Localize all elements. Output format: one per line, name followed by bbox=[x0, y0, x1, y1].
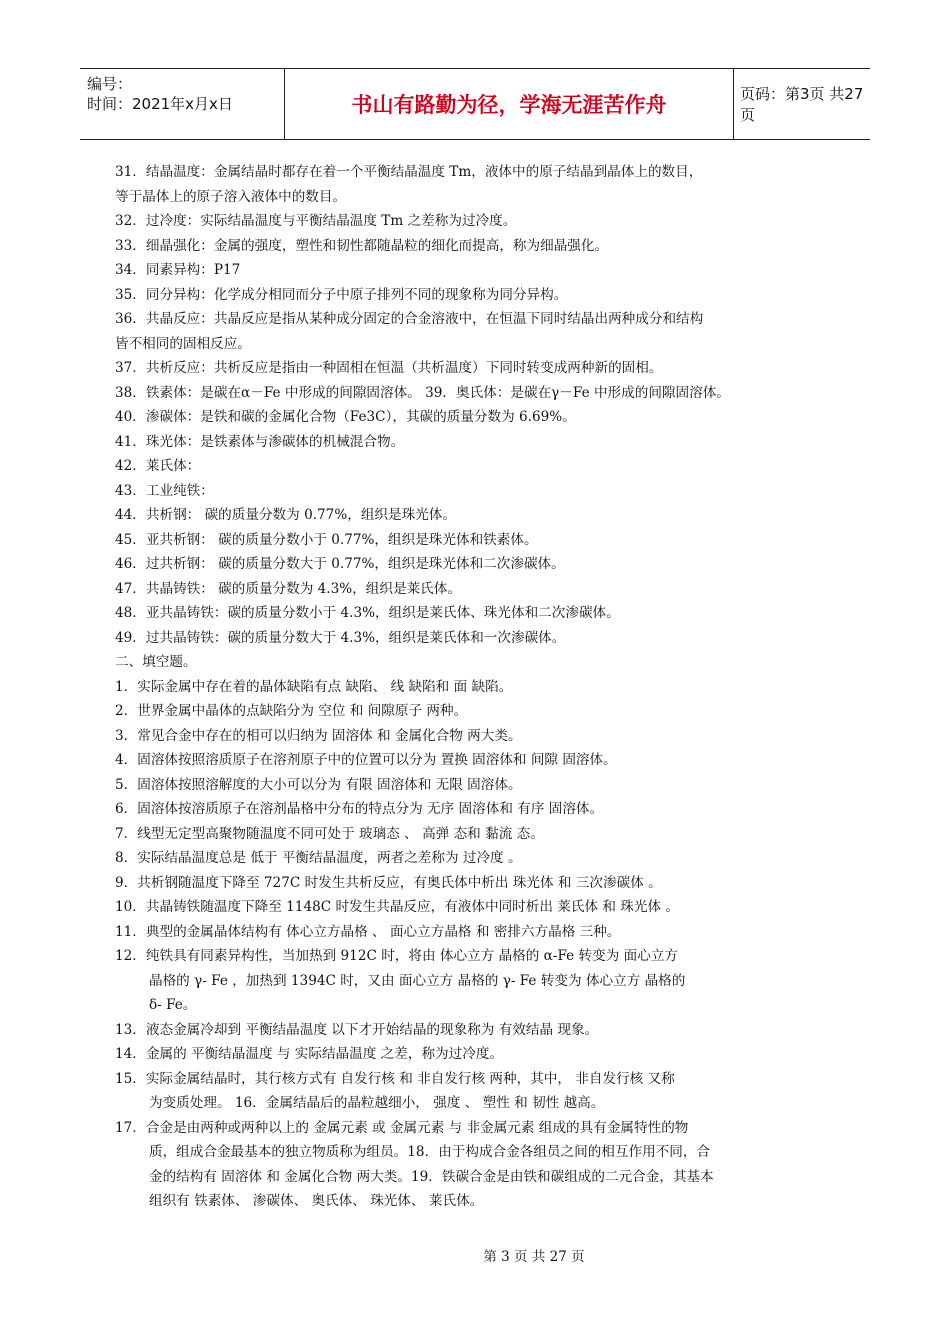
text-line: 5．固溶体按照溶解度的大小可以分为 有限 固溶体和 无限 固溶体。 bbox=[115, 776, 522, 793]
text-line: 48．亚共晶铸铁：碳的质量分数小于 4.3%，组织是莱氏体、珠光体和二次渗碳体。 bbox=[115, 605, 620, 621]
text-line: 12．纯铁具有同素异构性，当加热到 912C 时，将由 体心立方 晶格的 α-Fe 转变为 面心立方 bbox=[115, 948, 678, 964]
text-line: 10．共晶铸铁随温度下降至 1148C 时发生共晶反应，有液体中同时析出 莱氏体 和 珠光体 。 bbox=[115, 899, 679, 915]
text-line: 36．共晶反应：共晶反应是指从某种成分固定的合金溶液中，在恒温下同时结晶出两种成分和结构 bbox=[115, 311, 704, 327]
text-line: 等于晶体上的原子溶入液体中的数目。 bbox=[115, 188, 347, 205]
text-line: 7．线型无定型高聚物随温度不同可处于 玻璃态 、 高弹 态和 黏流 态。 bbox=[115, 825, 544, 842]
text-line: 49．过共晶铸铁：碳的质量分数大于 4.3%，组织是莱氏体和一次渗碳体。 bbox=[115, 629, 566, 646]
text-line: 金的结构有 固溶体 和 金属化合物 两大类。19．铁碳合金是由铁和碳组成的二元合金，其基本 bbox=[149, 1168, 714, 1185]
text-line: 37．共析反应：共析反应是指由一种固相在恒温（共析温度）下同时转变成两种新的固相。 bbox=[115, 360, 663, 376]
text-line: 晶格的 γ- Fe ，加热到 1394C 时，又由 面心立方 晶格的 γ- Fe 转变为 体心立方 晶格的 bbox=[149, 972, 686, 989]
text-line: 8．实际结晶温度总是 低于 平衡结晶温度，两者之差称为 过冷度 。 bbox=[115, 850, 522, 866]
text-line: 35．同分异构：化学成分相同而分子中原子排列不同的现象称为同分异构。 bbox=[115, 286, 568, 303]
text-line: 1．实际金属中存在着的晶体缺陷有点 缺陷、 线 缺陷和 面 缺陷。 bbox=[115, 678, 513, 695]
text-line: 42．莱氏体： bbox=[115, 458, 201, 474]
text-line: 32．过冷度：实际结晶温度与平衡结晶温度 Tm 之差称为过冷度。 bbox=[115, 213, 517, 229]
text-line: 38．铁素体：是碳在α－Fe 中形成的间隙固溶体。 39．奥氏体：是碳在γ－Fe 中形成的间隙固溶体。 bbox=[115, 384, 730, 401]
time-label: 时间：2021年x月x日 bbox=[87, 95, 233, 113]
text-line: 11．典型的金属晶体结构有 体心立方晶格 、 面心立方晶格 和 密排六方晶格 三种。 bbox=[115, 923, 621, 940]
footer-page-number: 第 3 页 共 27 页 bbox=[483, 1249, 585, 1265]
section-heading: 二、填空题。 bbox=[115, 654, 197, 670]
text-line: 41．珠光体：是铁素体与渗碳体的机械混合物。 bbox=[115, 433, 405, 450]
text-line: 40．渗碳体：是铁和碳的金属化合物（Fe3C），其碳的质量分数为 6.69%。 bbox=[115, 409, 576, 425]
motto: 书山有路勤为径，学海无涯苦作舟 bbox=[285, 69, 734, 139]
text-line: 34．同素异构：P17 bbox=[115, 262, 241, 278]
text-line: 皆不相同的固相反应。 bbox=[115, 335, 251, 352]
text-line: 33．细晶强化：金属的强度，塑性和韧性都随晶粒的细化而提高，称为细晶强化。 bbox=[115, 237, 609, 254]
text-line: 44．共析钢： 碳的质量分数为 0.77%，组织是珠光体。 bbox=[115, 507, 456, 523]
text-line: 47．共晶铸铁： 碳的质量分数为 4.3%，组织是莱氏体。 bbox=[115, 580, 461, 597]
text-line: 43．工业纯铁： bbox=[115, 482, 214, 499]
text-line: 为变质处理。 16．金属结晶后的晶粒越细小， 强度 、 塑性 和 韧性 越高。 bbox=[149, 1095, 605, 1111]
text-line: 2．世界金属中晶体的点缺陷分为 空位 和 间隙原子 两种。 bbox=[115, 703, 468, 719]
text-line: 组织有 铁素体、 渗碳体、 奥氏体、 珠光体、 莱氏体。 bbox=[149, 1193, 484, 1209]
header-meta bbox=[80, 69, 285, 139]
text-line: 31．结晶温度：金属结晶时都存在着一个平衡结晶温度 Tm，液体中的原子结晶到晶体上的数目， bbox=[115, 164, 703, 180]
page-footer bbox=[0, 1245, 950, 1265]
page-header bbox=[80, 68, 870, 140]
text-line: 9．共析钢随温度下降至 727C 时发生共析反应，有奥氏体中析出 珠光体 和 三次渗碳体 。 bbox=[115, 874, 662, 891]
text-line: 4．固溶体按照溶质原子在溶剂原子中的位置可以分为 置换 固溶体和 间隙 固溶体。 bbox=[115, 752, 617, 768]
text-line: δ- Fe。 bbox=[149, 997, 197, 1013]
number-label: 编号： bbox=[87, 75, 133, 93]
text-line: 3．常见合金中存在的相可以归纳为 固溶体 和 金属化合物 两大类。 bbox=[115, 727, 522, 744]
document-body bbox=[115, 160, 845, 1214]
text-line: 质，组成合金最基本的独立物质称为组员。18．由于构成合金各组员之间的相互作用不同，合 bbox=[149, 1144, 711, 1160]
text-line: 6．固溶体按溶质原子在溶剂晶格中分布的特点分为 无序 固溶体和 有序 固溶体。 bbox=[115, 801, 604, 817]
text-line: 15．实际金属结晶时，其行核方式有 自发行核 和 非自发行核 两种，其中， 非自发行核 又称 bbox=[115, 1070, 675, 1087]
page-number-label: 页码：第3页 共27页 bbox=[740, 85, 864, 124]
text-line: 45．亚共析钢： 碳的质量分数小于 0.77%，组织是珠光体和铁素体。 bbox=[115, 531, 538, 548]
text-line: 14．金属的 平衡结晶温度 与 实际结晶温度 之差，称为过冷度。 bbox=[115, 1046, 504, 1062]
text-line: 17．合金是由两种或两种以上的 金属元素 或 金属元素 与 非金属元素 组成的具有金属特性的物 bbox=[115, 1119, 689, 1136]
text-line: 13．液态金属冷却到 平衡结晶温度 以下才开始结晶的现象称为 有效结晶 现象。 bbox=[115, 1021, 599, 1038]
text-line: 46．过共析钢： 碳的质量分数大于 0.77%，组织是珠光体和二次渗碳体。 bbox=[115, 556, 565, 572]
